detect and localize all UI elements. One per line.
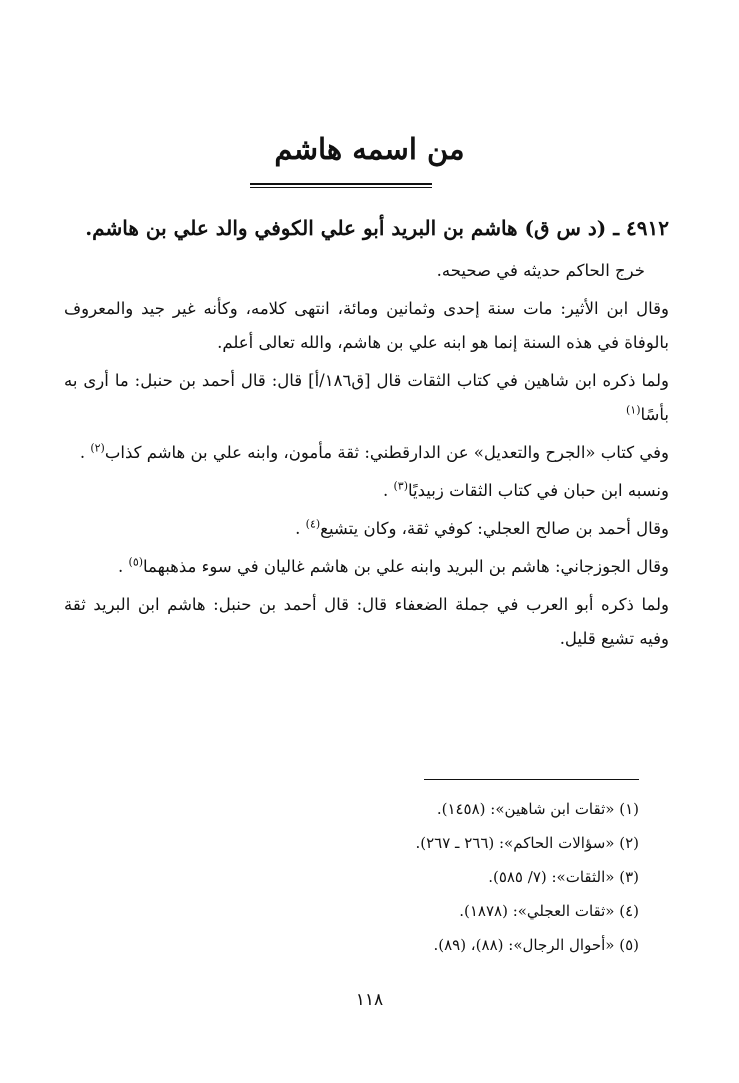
footnote: (٥) «أحوال الرجال»: (٨٨)، (٨٩). (433, 936, 639, 954)
entry-body (64, 254, 669, 656)
paragraph-text: ولما ذكره أبو العرب في جملة الضعفاء قال: قال أحمد بن حنبل: هاشم ابن البريد ثقة وفيه تشيع قليل. (64, 595, 669, 648)
title-underline (250, 183, 432, 188)
paragraph (64, 550, 669, 584)
paragraph (64, 254, 669, 288)
paragraph-tail: . (295, 519, 306, 538)
footnote: (٤) «ثقات العجلي»: (١٨٧٨). (459, 902, 639, 920)
footnote-ref: (٤) (305, 517, 321, 531)
paragraph-text: وقال ابن الأثير: مات سنة إحدى وثمانين ومائة، انتهى كلامه، وكأنه غير جيد والمعروف بالوفاة في هذه السنة إنما هو ابنه علي بن هاشم، والله تعالى أعلم. (64, 299, 669, 352)
paragraph-text: ولما ذكره ابن شاهين في كتاب الثقات قال [ق١٨٦/أ] قال: قال أحمد بن حنبل: ما أرى به بأسًا (64, 371, 670, 424)
footnote: (١) «ثقات ابن شاهين»: (١٤٥٨). (436, 800, 639, 818)
footnote: (٢) «سؤالات الحاكم»: (٢٦٦ ـ ٢٦٧). (415, 834, 639, 852)
paragraph-text: وفي كتاب «الجرح والتعديل» عن الدارقطني: ثقة مأمون، وابنه علي بن هاشم كذاب (104, 443, 669, 462)
footnote-ref: (٢) (90, 441, 105, 455)
paragraph-text: خرج الحاكم حديثه في صحيحه. (436, 261, 645, 280)
paragraph (64, 474, 669, 508)
paragraph (64, 512, 669, 546)
paragraph (64, 436, 669, 470)
paragraph-tail: . (79, 443, 91, 462)
paragraph-tail: . (382, 481, 394, 500)
footnotes (79, 792, 639, 962)
footnote-separator (424, 779, 639, 780)
paragraph-text: وقال الجوزجاني: هاشم بن البريد وابنه علي بن هاشم غاليان في سوء مذهبهما (143, 557, 669, 576)
footnote: (٣) «الثقات»: (٧/ ٥٨٥). (488, 868, 639, 886)
paragraph (64, 364, 669, 432)
paragraph-text: ونسبه ابن حبان في كتاب الثقات زبيديًا (408, 481, 669, 500)
footnote-ref: (١) (626, 403, 641, 417)
paragraph (64, 588, 669, 656)
paragraph (64, 292, 669, 360)
entry-heading: ٤٩١٢ ـ (د س ق) هاشم بن البريد أبو علي الكوفي والد علي بن هاشم. (85, 216, 669, 240)
footnote-ref: (٣) (393, 479, 408, 493)
chapter-title: من اسمه هاشم (274, 132, 465, 166)
paragraph-text: وقال أحمد بن صالح العجلي: كوفي ثقة، وكان يتشيع (320, 519, 669, 538)
page-number: ١١٨ (355, 990, 384, 1010)
paragraph-tail: . (118, 557, 129, 576)
footnote-ref: (٥) (128, 555, 144, 569)
